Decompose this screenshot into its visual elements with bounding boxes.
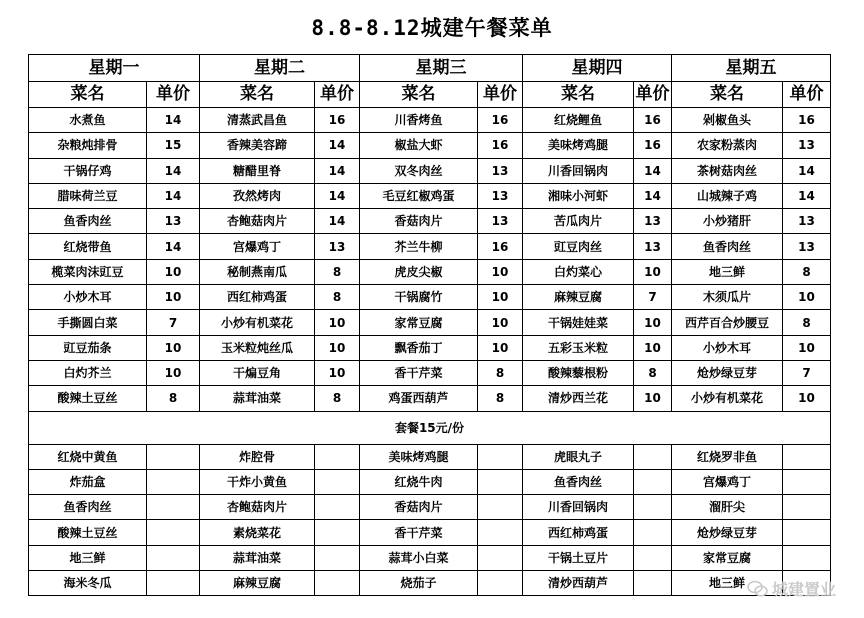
day-header: 星期二 xyxy=(200,55,360,82)
dish-price: 10 xyxy=(634,259,672,284)
dish-name: 香菇肉片 xyxy=(360,209,478,234)
price-column-header: 单价 xyxy=(315,82,360,108)
dish-price: 7 xyxy=(634,285,672,310)
set-meal-row xyxy=(29,411,831,444)
dish-price: 15 xyxy=(147,133,200,158)
dish-price: 14 xyxy=(783,158,831,183)
dish-name: 鱼香肉丝 xyxy=(672,234,783,259)
dish-price: 14 xyxy=(147,183,200,208)
price-column-header: 单价 xyxy=(478,82,523,108)
dish-price: 16 xyxy=(478,133,523,158)
dish-name: 小炒有机菜花 xyxy=(672,386,783,411)
set-meal-dish: 地三鲜 xyxy=(29,545,147,570)
set-meal-dish: 西红柿鸡蛋 xyxy=(523,520,634,545)
set-meal-dish: 家常豆腐 xyxy=(672,545,783,570)
empty-price-cell xyxy=(315,571,360,596)
dish-price: 8 xyxy=(783,310,831,335)
dish-price: 10 xyxy=(783,335,831,360)
empty-price-cell xyxy=(315,469,360,494)
menu-table xyxy=(28,54,831,596)
empty-price-cell xyxy=(478,571,523,596)
menu-row xyxy=(29,310,831,335)
empty-price-cell xyxy=(783,495,831,520)
dish-price: 8 xyxy=(783,259,831,284)
menu-row xyxy=(29,108,831,133)
dish-name: 五彩玉米粒 xyxy=(523,335,634,360)
dish-name: 宫爆鸡丁 xyxy=(200,234,315,259)
dish-name: 红烧带鱼 xyxy=(29,234,147,259)
set-meal-item-row xyxy=(29,520,831,545)
dish-name: 干煸豆角 xyxy=(200,360,315,385)
dish-price: 10 xyxy=(478,259,523,284)
dish-price: 13 xyxy=(478,158,523,183)
dish-column-header: 菜名 xyxy=(29,82,147,108)
dish-price: 7 xyxy=(147,310,200,335)
set-meal-dish: 宫爆鸡丁 xyxy=(672,469,783,494)
dish-price: 10 xyxy=(147,285,200,310)
dish-price: 7 xyxy=(783,360,831,385)
empty-price-cell xyxy=(783,469,831,494)
day-header: 星期四 xyxy=(523,55,672,82)
set-meal-item-row xyxy=(29,545,831,570)
empty-price-cell xyxy=(634,545,672,570)
dish-price: 14 xyxy=(634,183,672,208)
dish-name: 豇豆肉丝 xyxy=(523,234,634,259)
dish-name: 杏鲍菇肉片 xyxy=(200,209,315,234)
set-meal-dish: 海米冬瓜 xyxy=(29,571,147,596)
dish-price: 10 xyxy=(478,285,523,310)
dish-price: 13 xyxy=(147,209,200,234)
menu-row xyxy=(29,234,831,259)
empty-price-cell xyxy=(147,520,200,545)
dish-name: 手撕圆白菜 xyxy=(29,310,147,335)
menu-row xyxy=(29,386,831,411)
dish-price: 16 xyxy=(315,108,360,133)
dish-price: 10 xyxy=(634,335,672,360)
set-meal-dish: 美味烤鸡腿 xyxy=(360,444,478,469)
dish-price: 10 xyxy=(783,285,831,310)
dish-price: 16 xyxy=(478,108,523,133)
menu-row xyxy=(29,360,831,385)
dish-name: 湘味小河虾 xyxy=(523,183,634,208)
dish-price: 14 xyxy=(315,133,360,158)
set-meal-dish: 红烧牛肉 xyxy=(360,469,478,494)
menu-row xyxy=(29,259,831,284)
price-column-header: 单价 xyxy=(783,82,831,108)
dish-name: 榄菜肉沫豇豆 xyxy=(29,259,147,284)
set-meal-dish: 蒜茸油菜 xyxy=(200,545,315,570)
empty-price-cell xyxy=(147,444,200,469)
dish-name: 孜然烤肉 xyxy=(200,183,315,208)
dish-name: 山城辣子鸡 xyxy=(672,183,783,208)
empty-price-cell xyxy=(783,545,831,570)
empty-price-cell xyxy=(147,571,200,596)
dish-price: 16 xyxy=(634,108,672,133)
dish-name: 苦瓜肉片 xyxy=(523,209,634,234)
dish-name: 干锅仔鸡 xyxy=(29,158,147,183)
watermark-text: 城建置业 xyxy=(771,580,836,599)
dish-price: 13 xyxy=(783,133,831,158)
dish-price: 13 xyxy=(783,234,831,259)
dish-price: 10 xyxy=(315,360,360,385)
empty-price-cell xyxy=(634,495,672,520)
dish-name: 西芹百合炒腰豆 xyxy=(672,310,783,335)
dish-price: 14 xyxy=(147,234,200,259)
dish-name: 飘香茄丁 xyxy=(360,335,478,360)
dish-column-header: 菜名 xyxy=(523,82,634,108)
dish-price: 16 xyxy=(783,108,831,133)
dish-name: 水煮鱼 xyxy=(29,108,147,133)
dish-price: 8 xyxy=(147,386,200,411)
dish-name: 毛豆红椒鸡蛋 xyxy=(360,183,478,208)
set-meal-dish: 干锅土豆片 xyxy=(523,545,634,570)
dish-price: 13 xyxy=(315,234,360,259)
dish-price: 14 xyxy=(147,108,200,133)
menu-row xyxy=(29,183,831,208)
dish-name: 美味烤鸡腿 xyxy=(523,133,634,158)
dish-price: 10 xyxy=(315,310,360,335)
empty-price-cell xyxy=(315,444,360,469)
menu-row xyxy=(29,133,831,158)
dish-column-header: 菜名 xyxy=(200,82,315,108)
set-meal-dish: 鱼香肉丝 xyxy=(523,469,634,494)
dish-name: 酸辣藜根粉 xyxy=(523,360,634,385)
dish-name: 秘制燕南瓜 xyxy=(200,259,315,284)
dish-name: 农家粉蒸肉 xyxy=(672,133,783,158)
dish-name: 鱼香肉丝 xyxy=(29,209,147,234)
dish-price: 14 xyxy=(315,209,360,234)
set-meal-dish: 虎眼丸子 xyxy=(523,444,634,469)
set-meal-item-row xyxy=(29,495,831,520)
price-column-header: 单价 xyxy=(147,82,200,108)
dish-name: 炝炒绿豆芽 xyxy=(672,360,783,385)
dish-price: 10 xyxy=(634,386,672,411)
empty-price-cell xyxy=(315,520,360,545)
dish-price: 10 xyxy=(783,386,831,411)
dish-price: 13 xyxy=(634,209,672,234)
empty-price-cell xyxy=(478,520,523,545)
dish-price: 8 xyxy=(478,386,523,411)
empty-price-cell xyxy=(634,444,672,469)
menu-row xyxy=(29,158,831,183)
dish-price: 10 xyxy=(147,360,200,385)
dish-name: 小炒有机菜花 xyxy=(200,310,315,335)
set-meal-dish: 麻辣豆腐 xyxy=(200,571,315,596)
menu-row xyxy=(29,335,831,360)
dish-price: 8 xyxy=(315,259,360,284)
dish-name: 双冬肉丝 xyxy=(360,158,478,183)
dish-name: 小炒木耳 xyxy=(29,285,147,310)
set-meal-dish: 炸茄盒 xyxy=(29,469,147,494)
set-meal-label: 套餐15元/份 xyxy=(29,411,831,444)
empty-price-cell xyxy=(634,469,672,494)
dish-price: 8 xyxy=(478,360,523,385)
set-meal-dish: 干炸小黄鱼 xyxy=(200,469,315,494)
dish-price: 14 xyxy=(315,183,360,208)
day-header-row xyxy=(29,55,831,82)
empty-price-cell xyxy=(315,545,360,570)
empty-price-cell xyxy=(634,571,672,596)
dish-name: 白灼芥兰 xyxy=(29,360,147,385)
dish-name: 蒜茸油菜 xyxy=(200,386,315,411)
dish-name: 玉米粒炖丝瓜 xyxy=(200,335,315,360)
dish-name: 芥兰牛柳 xyxy=(360,234,478,259)
dish-name: 干锅娃娃菜 xyxy=(523,310,634,335)
dish-name: 糖醋里脊 xyxy=(200,158,315,183)
empty-price-cell xyxy=(783,520,831,545)
dish-price: 16 xyxy=(634,133,672,158)
dish-name: 清炒西兰花 xyxy=(523,386,634,411)
dish-name: 清蒸武昌鱼 xyxy=(200,108,315,133)
dish-name: 地三鲜 xyxy=(672,259,783,284)
empty-price-cell xyxy=(147,469,200,494)
dish-name: 白灼菜心 xyxy=(523,259,634,284)
dish-name: 川香回锅肉 xyxy=(523,158,634,183)
empty-price-cell xyxy=(478,444,523,469)
set-meal-dish: 香干芹菜 xyxy=(360,520,478,545)
set-meal-dish: 蒜茸小白菜 xyxy=(360,545,478,570)
day-header: 星期五 xyxy=(672,55,831,82)
set-meal-dish: 红烧罗非鱼 xyxy=(672,444,783,469)
dish-name: 西红柿鸡蛋 xyxy=(200,285,315,310)
set-meal-dish: 香菇肉片 xyxy=(360,495,478,520)
empty-price-cell xyxy=(634,520,672,545)
set-meal-dish: 酸辣土豆丝 xyxy=(29,520,147,545)
menu-row xyxy=(29,285,831,310)
dish-price: 13 xyxy=(478,209,523,234)
dish-price: 10 xyxy=(478,310,523,335)
dish-name: 麻辣豆腐 xyxy=(523,285,634,310)
dish-name: 川香烤鱼 xyxy=(360,108,478,133)
dish-price: 16 xyxy=(478,234,523,259)
dish-name: 小炒猪肝 xyxy=(672,209,783,234)
dish-price: 10 xyxy=(478,335,523,360)
set-meal-dish: 杏鲍菇肉片 xyxy=(200,495,315,520)
dish-price: 8 xyxy=(315,285,360,310)
dish-price: 14 xyxy=(147,158,200,183)
dish-price: 14 xyxy=(634,158,672,183)
dish-name: 腊味荷兰豆 xyxy=(29,183,147,208)
set-meal-dish: 红烧中黄鱼 xyxy=(29,444,147,469)
dish-name: 剁椒鱼头 xyxy=(672,108,783,133)
empty-price-cell xyxy=(783,444,831,469)
dish-price: 8 xyxy=(634,360,672,385)
empty-price-cell xyxy=(783,571,831,596)
empty-price-cell xyxy=(478,469,523,494)
set-meal-dish: 清炒西葫芦 xyxy=(523,571,634,596)
dish-name: 小炒木耳 xyxy=(672,335,783,360)
dish-name: 豇豆茄条 xyxy=(29,335,147,360)
set-meal-dish: 地三鲜 xyxy=(672,571,783,596)
page-title: 8.8-8.12城建午餐菜单 xyxy=(311,16,553,40)
dish-name: 椒盐大虾 xyxy=(360,133,478,158)
set-meal-dish: 素烧菜花 xyxy=(200,520,315,545)
dish-price: 14 xyxy=(783,183,831,208)
set-meal-dish: 炝炒绿豆芽 xyxy=(672,520,783,545)
empty-price-cell xyxy=(147,495,200,520)
dish-name: 酸辣土豆丝 xyxy=(29,386,147,411)
dish-price: 10 xyxy=(634,310,672,335)
dish-name: 香辣美容蹄 xyxy=(200,133,315,158)
set-meal-dish: 鱼香肉丝 xyxy=(29,495,147,520)
dish-price: 13 xyxy=(783,209,831,234)
empty-price-cell xyxy=(315,495,360,520)
set-meal-item-row xyxy=(29,444,831,469)
set-meal-dish: 溜肝尖 xyxy=(672,495,783,520)
dish-price: 10 xyxy=(315,335,360,360)
day-header: 星期一 xyxy=(29,55,200,82)
set-meal-dish: 炸腔骨 xyxy=(200,444,315,469)
dish-price: 14 xyxy=(315,158,360,183)
dish-column-header: 菜名 xyxy=(360,82,478,108)
menu-row xyxy=(29,209,831,234)
dish-name: 杂粮炖排骨 xyxy=(29,133,147,158)
dish-name: 木须瓜片 xyxy=(672,285,783,310)
set-meal-dish: 烧茄子 xyxy=(360,571,478,596)
empty-price-cell xyxy=(478,545,523,570)
dish-name: 茶树菇肉丝 xyxy=(672,158,783,183)
dish-name: 鸡蛋西葫芦 xyxy=(360,386,478,411)
set-meal-item-row xyxy=(29,469,831,494)
set-meal-item-row xyxy=(29,571,831,596)
dish-name: 红烧鲤鱼 xyxy=(523,108,634,133)
dish-name: 干锅腐竹 xyxy=(360,285,478,310)
dish-price: 13 xyxy=(634,234,672,259)
empty-price-cell xyxy=(147,545,200,570)
dish-price: 13 xyxy=(478,183,523,208)
dish-price: 10 xyxy=(147,335,200,360)
column-header-row xyxy=(29,82,831,108)
dish-column-header: 菜名 xyxy=(672,82,783,108)
price-column-header: 单价 xyxy=(634,82,672,108)
set-meal-dish: 川香回锅肉 xyxy=(523,495,634,520)
empty-price-cell xyxy=(478,495,523,520)
dish-price: 8 xyxy=(315,386,360,411)
dish-name: 虎皮尖椒 xyxy=(360,259,478,284)
dish-price: 10 xyxy=(147,259,200,284)
day-header: 星期三 xyxy=(360,55,523,82)
dish-name: 家常豆腐 xyxy=(360,310,478,335)
dish-name: 香干芹菜 xyxy=(360,360,478,385)
